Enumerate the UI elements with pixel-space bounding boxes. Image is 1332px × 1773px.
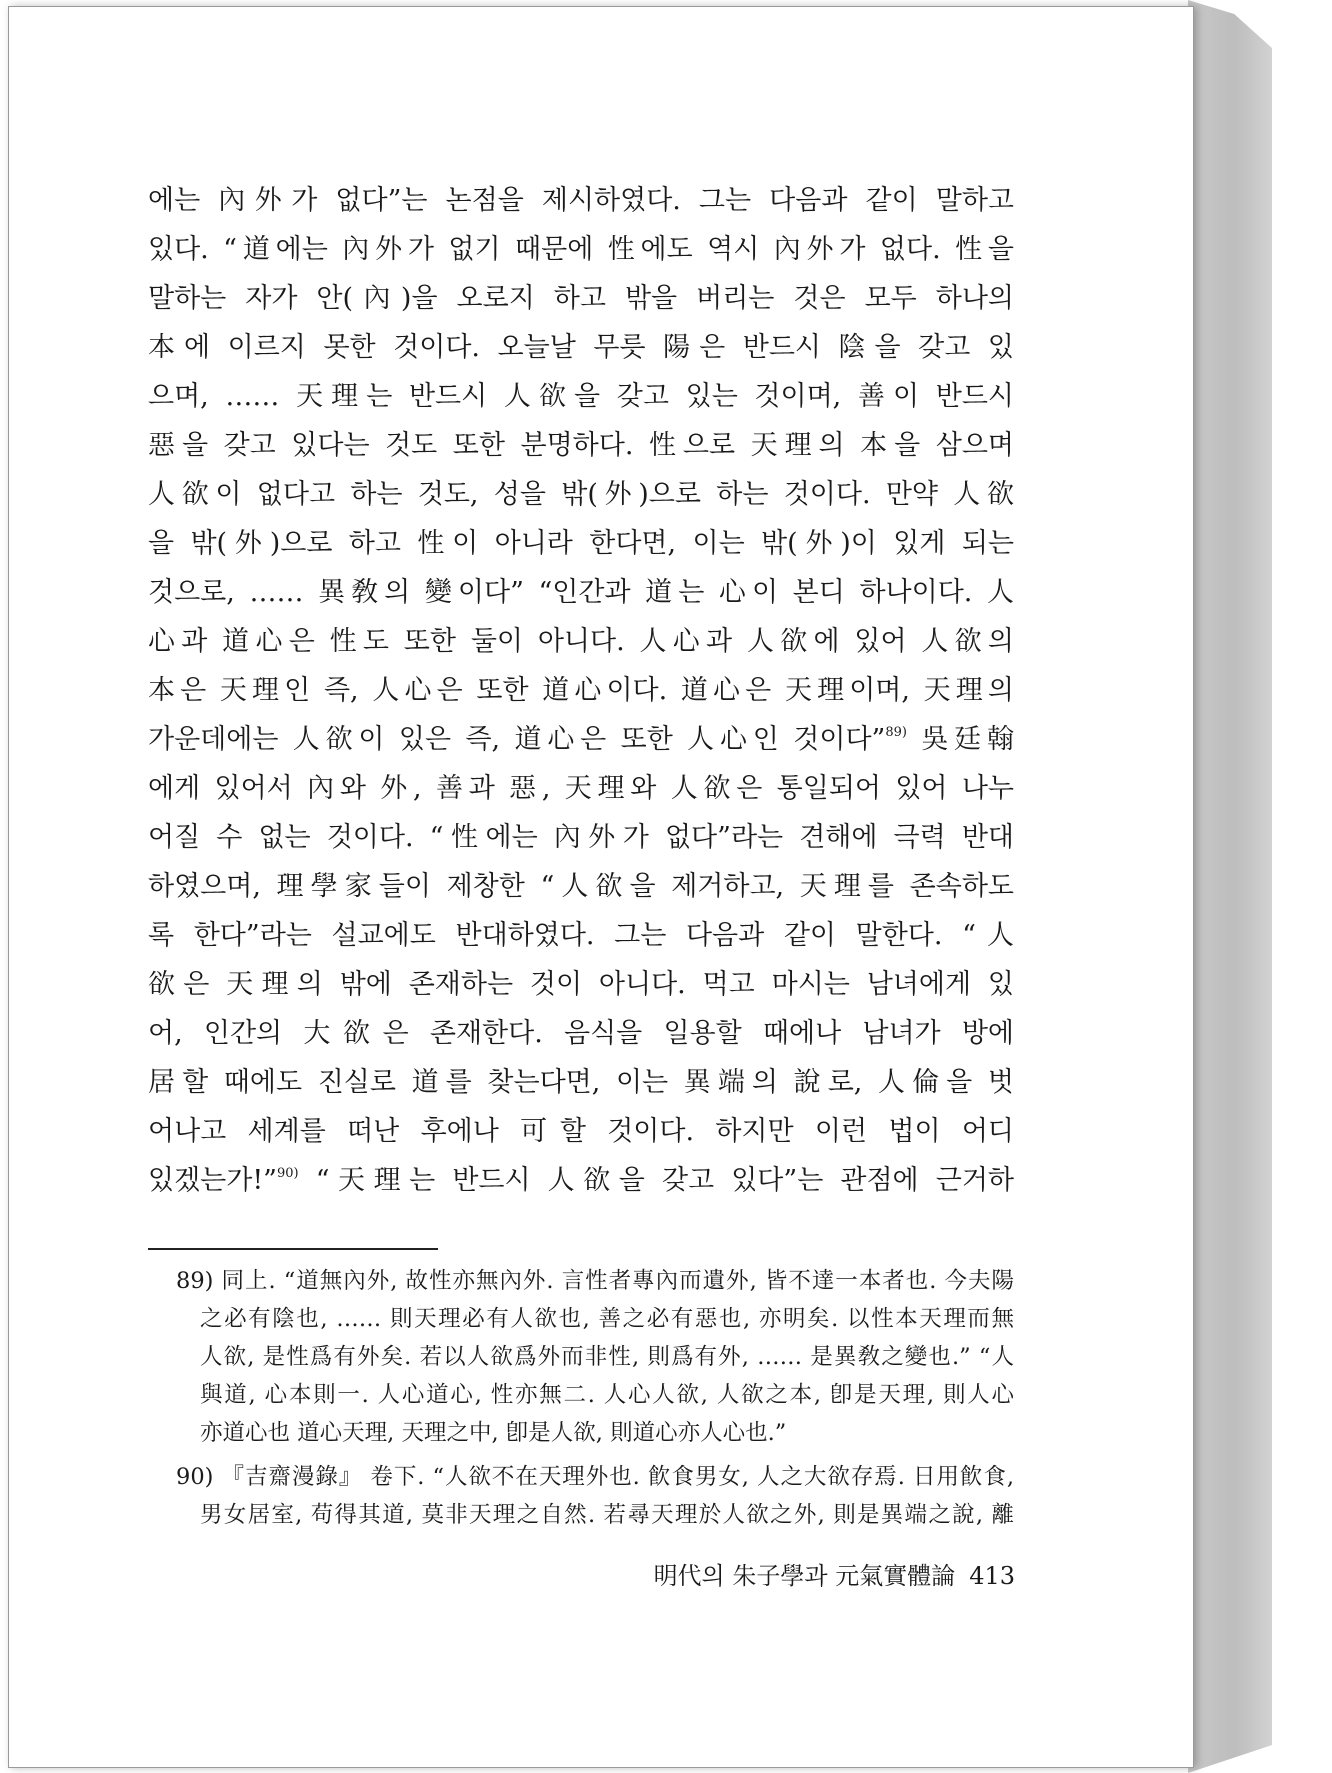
footnote-89-line: 之必有陰也, …… 則天理必有人欲也, 善之必有惡也, 亦明矣. 以性本天理而無: [200, 1306, 1014, 1332]
page-number: 413: [969, 1562, 1015, 1590]
text-line: 本에 이르지 못한 것이다. 오늘날 무릇 陽은 반드시 陰을 갖고 있: [148, 332, 1014, 363]
running-title: 明代의 朱子學과 元氣實體論: [653, 1562, 956, 1590]
footnote-90-line: 男女居室, 苟得其道, 莫非天理之自然. 若尋天理於人欲之外, 則是異端之說, 離: [200, 1502, 1014, 1528]
text-line: 欲은 天理의 밖에 존재하는 것이 아니다. 먹고 마시는 남녀에게 있: [148, 969, 1014, 1000]
text-line: 것으로, …… 異敎의 變이다” “인간과 道는 心이 본디 하나이다. 人: [148, 577, 1014, 608]
text-line: 으며, …… 天理는 반드시 人欲을 갖고 있는 것이며, 善이 반드시: [148, 381, 1014, 412]
text-line: 心과 道心은 性도 또한 둘이 아니다. 人心과 人欲에 있어 人欲의: [148, 626, 1014, 657]
footnote-89-line: 亦道心也 道心天理, 天理之中, 卽是人欲, 則道心亦人心也.”: [200, 1420, 787, 1446]
footnote-89-line: 人欲, 是性爲有外矣. 若以人欲爲外而非性, 則爲有外, …… 是異敎之變也.” “人: [200, 1344, 1014, 1370]
footnote-divider: [148, 1248, 438, 1250]
footnote-89-line: 89) 同上. “道無內外, 故性亦無內外. 言性者專內而遺外, 皆不達一本者也. 今夫陽: [176, 1268, 1014, 1294]
text-line: 말하는 자가 안(內)을 오로지 하고 밖을 버리는 것은 모두 하나의: [148, 283, 1014, 314]
text-line: 어질 수 없는 것이다. “性에는 內外가 없다”라는 견해에 극력 반대: [148, 822, 1014, 853]
text-segment: 吳廷翰: [906, 724, 1014, 755]
text-line: 居할 때에도 진실로 道를 찾는다면, 이는 異端의 說로, 人倫을 벗: [148, 1067, 1014, 1098]
footnote-89-line: 與道, 心本則一. 人心道心, 性亦無二. 人心人欲, 人欲之本, 卽是天理, 則人心: [200, 1382, 1014, 1408]
text-line: 록 한다”라는 설교에도 반대하였다. 그는 다음과 같이 말한다. “人: [148, 920, 1014, 951]
text-line: 하였으며, 理學家들이 제창한 “人欲을 제거하고, 天理를 존속하도: [148, 871, 1014, 902]
text-line: 本은 天理인 즉, 人心은 또한 道心이다. 道心은 天理이며, 天理의: [148, 675, 1014, 706]
text-line: 어, 인간의 大欲은 존재한다. 음식을 일용할 때에나 남녀가 방에: [148, 1018, 1014, 1049]
book-edge: [1188, 0, 1272, 1773]
main-text: [148, 176, 1014, 1205]
text-line: 있다. “道에는 內外가 없기 때문에 性에도 역시 內外가 없다. 性을: [148, 234, 1014, 265]
footnote-ref-89[interactable]: 89): [885, 725, 907, 740]
text-line-with-note: [148, 715, 1014, 764]
text-segment: 가운데에는 人欲이 있은 즉, 道心은 또한 人心인 것이다”: [148, 724, 886, 755]
text-segment: 있겠는가!”: [148, 1165, 277, 1196]
text-segment: “天理는 반드시 人欲을 갖고 있다”는 관점에 근거하: [298, 1165, 1014, 1196]
running-footer: [560, 1556, 1015, 1591]
text-line: 을 밖(外)으로 하고 性이 아니라 한다면, 이는 밖(外)이 있게 되는: [148, 528, 1014, 559]
text-line: 人欲이 없다고 하는 것도, 성을 밖(外)으로 하는 것이다. 만약 人欲: [148, 479, 1014, 510]
text-line: 惡을 갖고 있다는 것도 또한 분명하다. 性으로 天理의 本을 삼으며: [148, 430, 1014, 461]
footnotes: [150, 1262, 1014, 1534]
text-line: 에는 內外가 없다”는 논점을 제시하였다. 그는 다음과 같이 말하고: [148, 185, 1014, 216]
text-line-with-note: [148, 1156, 1014, 1205]
text-line: 에게 있어서 內와 外, 善과 惡, 天理와 人欲은 통일되어 있어 나누: [148, 773, 1014, 804]
text-line: 어나고 세계를 떠난 후에나 可할 것이다. 하지만 이런 법이 어디: [148, 1116, 1014, 1147]
footnote-ref-90[interactable]: 90): [276, 1166, 299, 1181]
footnote-90-line: 90) 『吉齋漫錄』 卷下. “人欲不在天理外也. 飮食男女, 人之大欲存焉. 日用飮食,: [176, 1464, 1014, 1490]
